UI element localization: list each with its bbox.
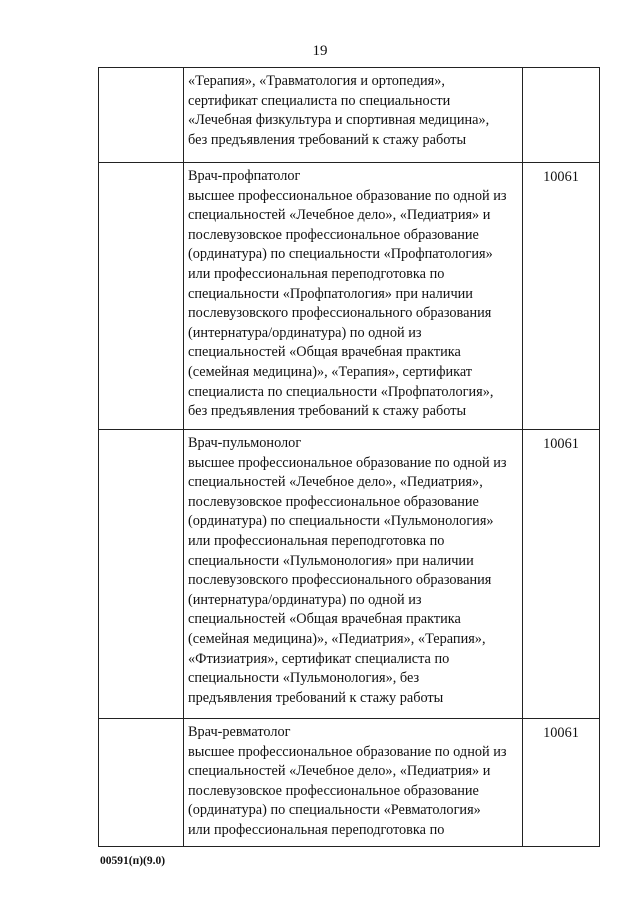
qualification-code: 10061 [543, 725, 579, 741]
qualification-code: 10061 [543, 169, 579, 185]
qualification-text: Врач-пульмонолог высшее профессиональное образование по одной из специальностей «Лечебное дело», «Педиатрия», послевузовское профессиональное образование (ординатура) по специальности «Пульмонология» или профессиональная переподготовка по специальности «Пульмонология» при наличии послевузовского профессионального образования (интернатура/ординатура) по одной из специальностей «Общая врачебная практика (семейная медицина)», «Педиатрия», «Терапия», «Фтизиатрия», сертификат специалиста по специальности «Пульмонология», без предъявления требований к стажу работы [188, 435, 507, 706]
qualification-cell [184, 68, 523, 163]
qualification-cell [184, 719, 523, 847]
page-number: 19 [312, 43, 328, 59]
document-code: 00591(п)(9.0) [100, 855, 166, 867]
qualification-cell [184, 430, 523, 719]
qualification-code: 10061 [543, 436, 579, 452]
empty-cell [99, 719, 184, 847]
code-cell [523, 68, 600, 163]
table-row [99, 430, 600, 719]
table-row [99, 163, 600, 430]
empty-cell [99, 163, 184, 430]
table-row [99, 719, 600, 847]
code-cell [523, 430, 600, 719]
qualification-text: «Терапия», «Травматология и ортопедия», сертификат специалиста по специальности «Лечебная физкультура и спортивная медицина», без предъявления требований к стажу работы [188, 73, 490, 148]
code-cell [523, 719, 600, 847]
qualification-text: Врач-ревматолог высшее профессиональное образование по одной из специальностей «Лечебное дело», «Педиатрия» и послевузовское профессиональное образование (ординатура) по специальности «Ревматология» или профессиональная переподготовка по [188, 724, 507, 838]
qualification-text: Врач-профпатолог высшее профессиональное образование по одной из специальностей «Лечебное дело», «Педиатрия» и послевузовское профессиональное образование (ординатура) по специальности «Профпатология» или профессиональная переподготовка по специальности «Профпатология» при наличии послевузовского профессионального образования (интернатура/ординатура) по одной из специальностей «Общая врачебная практика (семейная медицина)», «Терапия», сертификат специалиста по специальности «Профпатология», без предъявления требований к стажу работы [188, 168, 507, 420]
code-cell [523, 163, 600, 430]
qualification-cell [184, 163, 523, 430]
empty-cell [99, 430, 184, 719]
qualification-table [98, 67, 600, 847]
empty-cell [99, 68, 184, 163]
qualification-code [523, 68, 599, 73]
table-row [99, 68, 600, 163]
